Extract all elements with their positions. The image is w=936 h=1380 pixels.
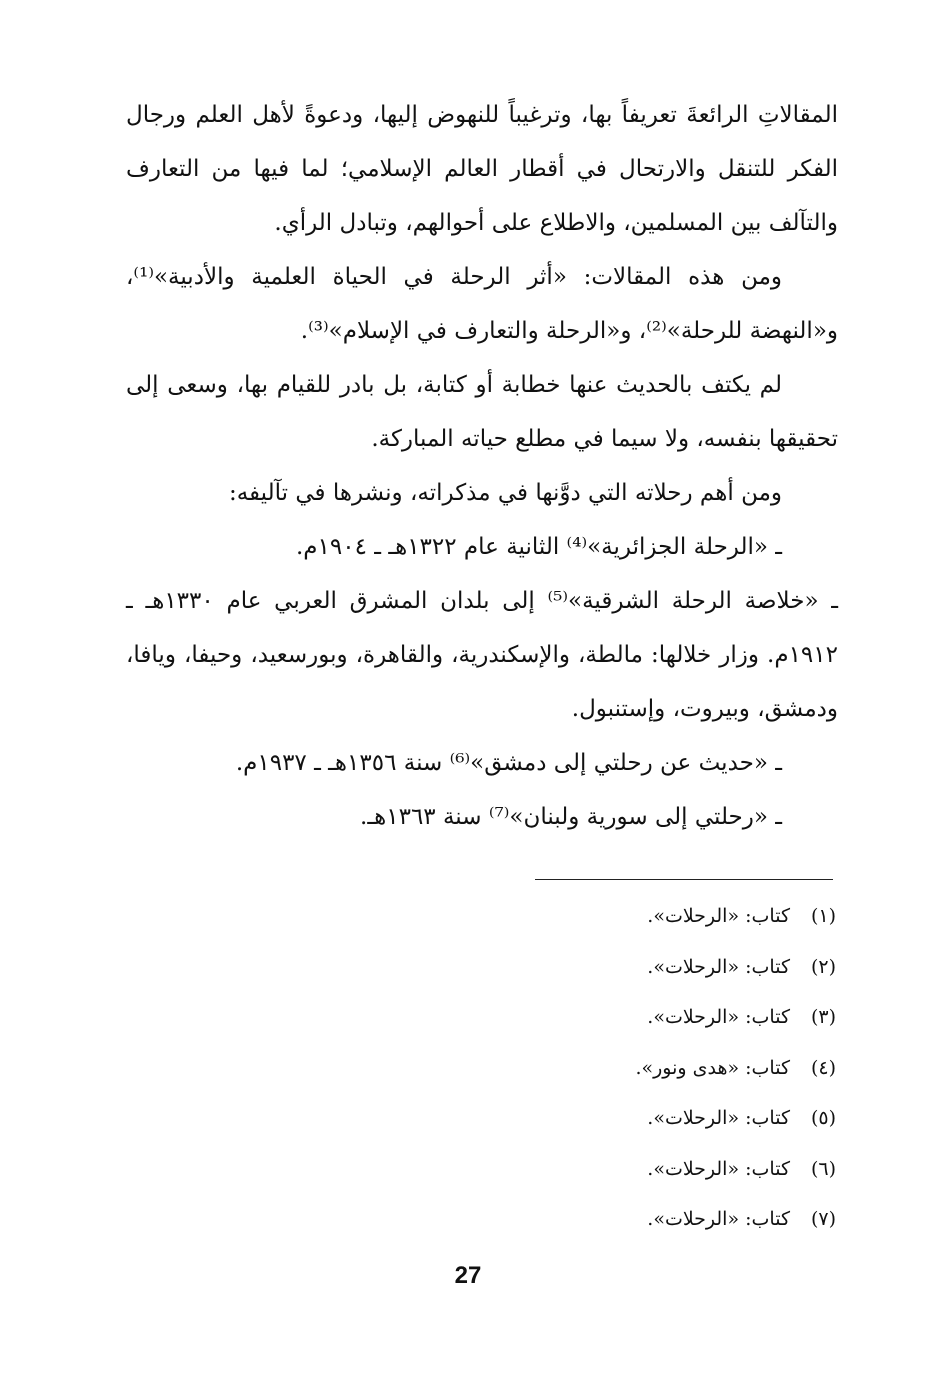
paragraph-intro: المقالاتِ الرائعةَ تعريفاً بها، وترغيباً للنهوض إليها، ودعوةً لأهل العلم ورجال الفكر للتنقل والارتحال في أقطار العالم الإسلامي؛ لما فيها من التعارف والتآلف بين المسلمين، والاطلاع على أحوالهم، وتبادل الرأي. <box>126 102 838 236</box>
main-text <box>126 88 838 844</box>
footnote-text: كتاب: «الرحلات». <box>647 1157 790 1180</box>
footnote-text: كتاب: «الرحلات». <box>647 1006 790 1028</box>
list-item-syria-lebanon-journey: ـ «رحلتي إلى سورية ولبنان»⁽⁷⁾ سنة ١٣٦٣هـ. <box>360 804 782 830</box>
paragraph-articles: ومن هذه المقالات: «أثر الرحلة في الحياة العلمية والأدبية»⁽¹⁾، و«النهضة للرحلة»⁽²⁾، و«الرحلة والتعارف في الإسلام»⁽³⁾. <box>126 264 838 344</box>
footnote-number: (٤) <box>810 1056 836 1079</box>
list-item-algerian-journey: ـ «الرحلة الجزائرية»⁽⁴⁾ الثانية عام ١٣٢٢هـ ـ ١٩٠٤م. <box>295 534 782 560</box>
footnote-separator <box>535 879 833 880</box>
footnote-text: كتاب: «الرحلات». <box>647 1208 790 1230</box>
footnotes-list <box>436 898 836 1252</box>
paragraph-travel: لم يكتف بالحديث عنها خطابة أو كتابة، بل بادر للقيام بها، وسعى إلى تحقيقها بنفسه، ولا سيما في مطلع حياته المباركة. <box>126 372 838 452</box>
footnote-number: (٧) <box>810 1208 836 1230</box>
footnote-text: كتاب: «الرحلات». <box>647 1107 790 1129</box>
footnote-number: (٥) <box>810 1107 836 1129</box>
footnote <box>436 1050 836 1101</box>
footnote <box>436 1151 836 1202</box>
footnote <box>436 898 836 949</box>
footnote <box>436 1201 836 1252</box>
footnote-number: (١) <box>810 905 836 927</box>
footnote-text: كتاب: «الرحلات». <box>647 955 790 978</box>
list-item-eastern-journey: ـ «خلاصة الرحلة الشرقية»⁽⁵⁾ إلى بلدان المشرق العربي عام ١٣٣٠هـ ـ ١٩١٢م. وزار خلالها: مالطة، والإسكندرية، والقاهرة، وبورسعيد، وحيفا، ويافا، ودمشق، وبيروت، وإستنبول. <box>126 588 838 722</box>
list-item-damascus-journey: ـ «حديث عن رحلتي إلى دمشق»⁽⁶⁾ سنة ١٣٥٦هـ ـ ١٩٣٧م. <box>235 750 782 776</box>
footnote-number: (٣) <box>810 1006 836 1028</box>
footnote <box>436 999 836 1050</box>
footnote-number: (٦) <box>810 1157 836 1180</box>
footnote <box>436 1100 836 1151</box>
footnote <box>436 949 836 1000</box>
page-number: 27 <box>454 1262 482 1289</box>
footnote-text: كتاب: «هدى ونور». <box>635 1056 790 1079</box>
paragraph-journeys-intro: ومن أهم رحلاته التي دوَّنها في مذكراته، ونشرها في تآليفه: <box>228 480 782 506</box>
footnote-number: (٢) <box>810 955 836 978</box>
footnote-text: كتاب: «الرحلات». <box>647 905 790 927</box>
